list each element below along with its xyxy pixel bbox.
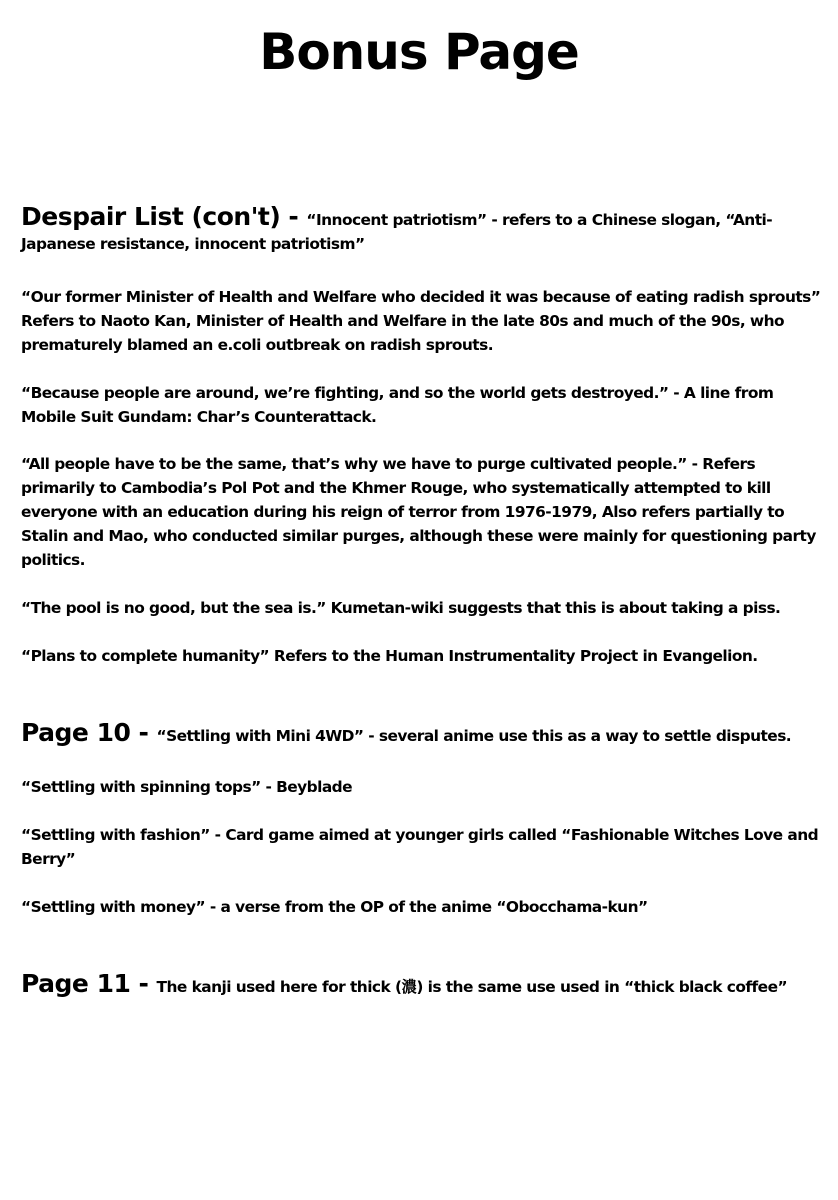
note-instrumentality: “Plans to complete humanity” Refers to the Human Instrumentality Project in Evangelion. (21, 647, 758, 665)
note-gundam: “Because people are around, we’re fighting, and so the world gets destroyed.” - A line from Mobile Suit Gundam: Char’s Counterattack. (21, 384, 774, 426)
note-text: “Settling with Mini 4WD” - several anime use this as a way to settle disputes. (156, 727, 792, 745)
note-text: “Innocent patriotism” - refers to a Chinese slogan, “Anti-Japanese resistance, innocent patriotism” (21, 211, 773, 253)
note-pool-sea: “The pool is no good, but the sea is.” Kumetan-wiki suggests that this is about taking a piss. (21, 599, 781, 617)
page-title: Bonus Page (259, 23, 579, 81)
heading-separator: - (130, 718, 157, 747)
heading-separator: - (280, 202, 307, 231)
page-10-intro (21, 718, 821, 748)
note-fashion: “Settling with fashion” - Card game aimed at younger girls called “Fashionable Witches Love and Berry” (21, 826, 819, 868)
section-heading-despair-list: Despair List (con't) (21, 202, 281, 231)
page-11-intro (21, 969, 821, 999)
section-heading-page-11: Page 11 (21, 969, 131, 998)
note-text: The kanji used here for thick (濃) is the same use used in “thick black coffee” (156, 978, 788, 996)
note-spinning-tops: “Settling with spinning tops” - Beyblade (21, 778, 353, 796)
note-radish-sprouts: “Our former Minister of Health and Welfare who decided it was because of eating radish sprouts” Refers to Naoto Kan, Minister of Health and Welfare in the late 80s and much of the 90s, who prematurely blamed an e.coli outbreak on radish sprouts. (21, 288, 821, 354)
note-money: “Settling with money” - a verse from the OP of the anime “Obocchama-kun” (21, 898, 648, 916)
despair-list-intro (21, 202, 821, 256)
note-pol-pot: “All people have to be the same, that’s why we have to purge cultivated people.” - Refers primarily to Cambodia’s Pol Pot and the Khmer Rouge, who systematically attempted to kill everyone with an education during his reign of terror from 1976-1979, Also refers partially to Stalin and Mao, who conducted similar purges, although these were mainly for questioning party politics. (21, 455, 816, 569)
heading-separator: - (130, 969, 157, 998)
section-heading-page-10: Page 10 (21, 718, 131, 747)
